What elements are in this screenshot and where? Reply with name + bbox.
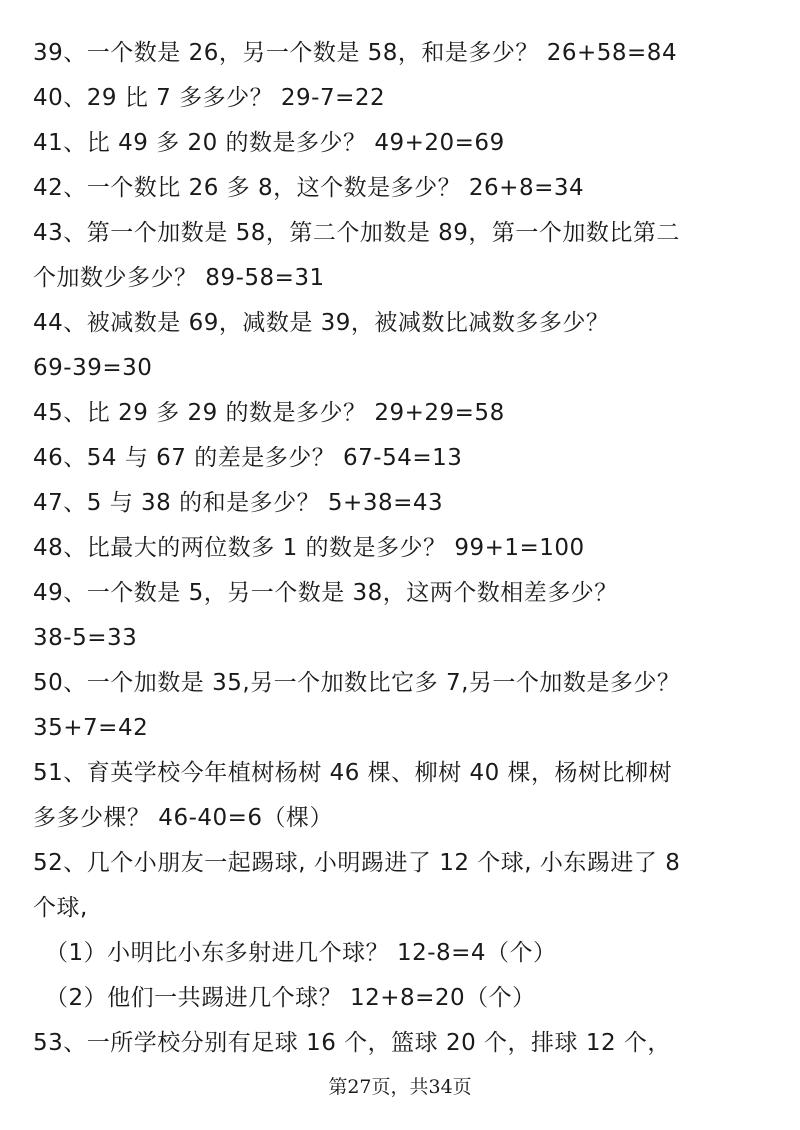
problem-42: 42、一个数比 26 多 8，这个数是多少？ 26+8=34	[33, 175, 585, 201]
problem-46: 46、54 与 67 的差是多少？ 67-54=13	[33, 445, 463, 471]
problem-52-cont: 个球,	[33, 895, 88, 921]
problem-51-cont: 多多少棵？ 46-40=6（棵）	[33, 805, 334, 831]
page-number-footer: 第27页，共34页	[328, 1076, 472, 1098]
problem-39: 39、一个数是 26，另一个数是 58，和是多少？ 26+58=84	[33, 40, 678, 66]
problem-47: 47、5 与 38 的和是多少？ 5+38=43	[33, 490, 444, 516]
problem-48: 48、比最大的两位数多 1 的数是多少？ 99+1=100	[33, 535, 585, 561]
problem-44-cont: 69-39=30	[33, 355, 153, 381]
problem-50: 50、一个加数是 35,另一个加数比它多 7,另一个加数是多少？	[33, 670, 681, 696]
problem-49-cont: 38-5=33	[33, 625, 138, 651]
problem-40: 40、29 比 7 多多少？ 29-7=22	[33, 85, 386, 111]
problem-52: 52、几个小朋友一起踢球, 小明踢进了 12 个球, 小东踢进了 8	[33, 850, 681, 876]
problem-43-cont: 个加数少多少？ 89-58=31	[33, 265, 325, 291]
problem-41: 41、比 49 多 20 的数是多少？ 49+20=69	[33, 130, 505, 156]
problem-49: 49、一个数是 5，另一个数是 38，这两个数相差多少？	[33, 580, 618, 606]
problem-52-part-1: （1）小明比小东多射进几个球？ 12-8=4（个）	[45, 940, 557, 966]
problem-53: 53、一所学校分别有足球 16 个，篮球 20 个，排球 12 个，	[33, 1030, 671, 1056]
problem-44: 44、被减数是 69，减数是 39，被减数比减数多多少？	[33, 310, 610, 336]
problem-52-part-2: （2）他们一共踢进几个球？ 12+8=20（个）	[45, 985, 536, 1011]
problem-43: 43、第一个加数是 58，第二个加数是 89，第一个加数比第二	[33, 220, 680, 246]
problem-51: 51、育英学校今年植树杨树 46 棵、柳树 40 棵，杨树比柳树	[33, 760, 673, 786]
problem-45: 45、比 29 多 29 的数是多少？ 29+29=58	[33, 400, 505, 426]
problem-50-cont: 35+7=42	[33, 715, 149, 741]
